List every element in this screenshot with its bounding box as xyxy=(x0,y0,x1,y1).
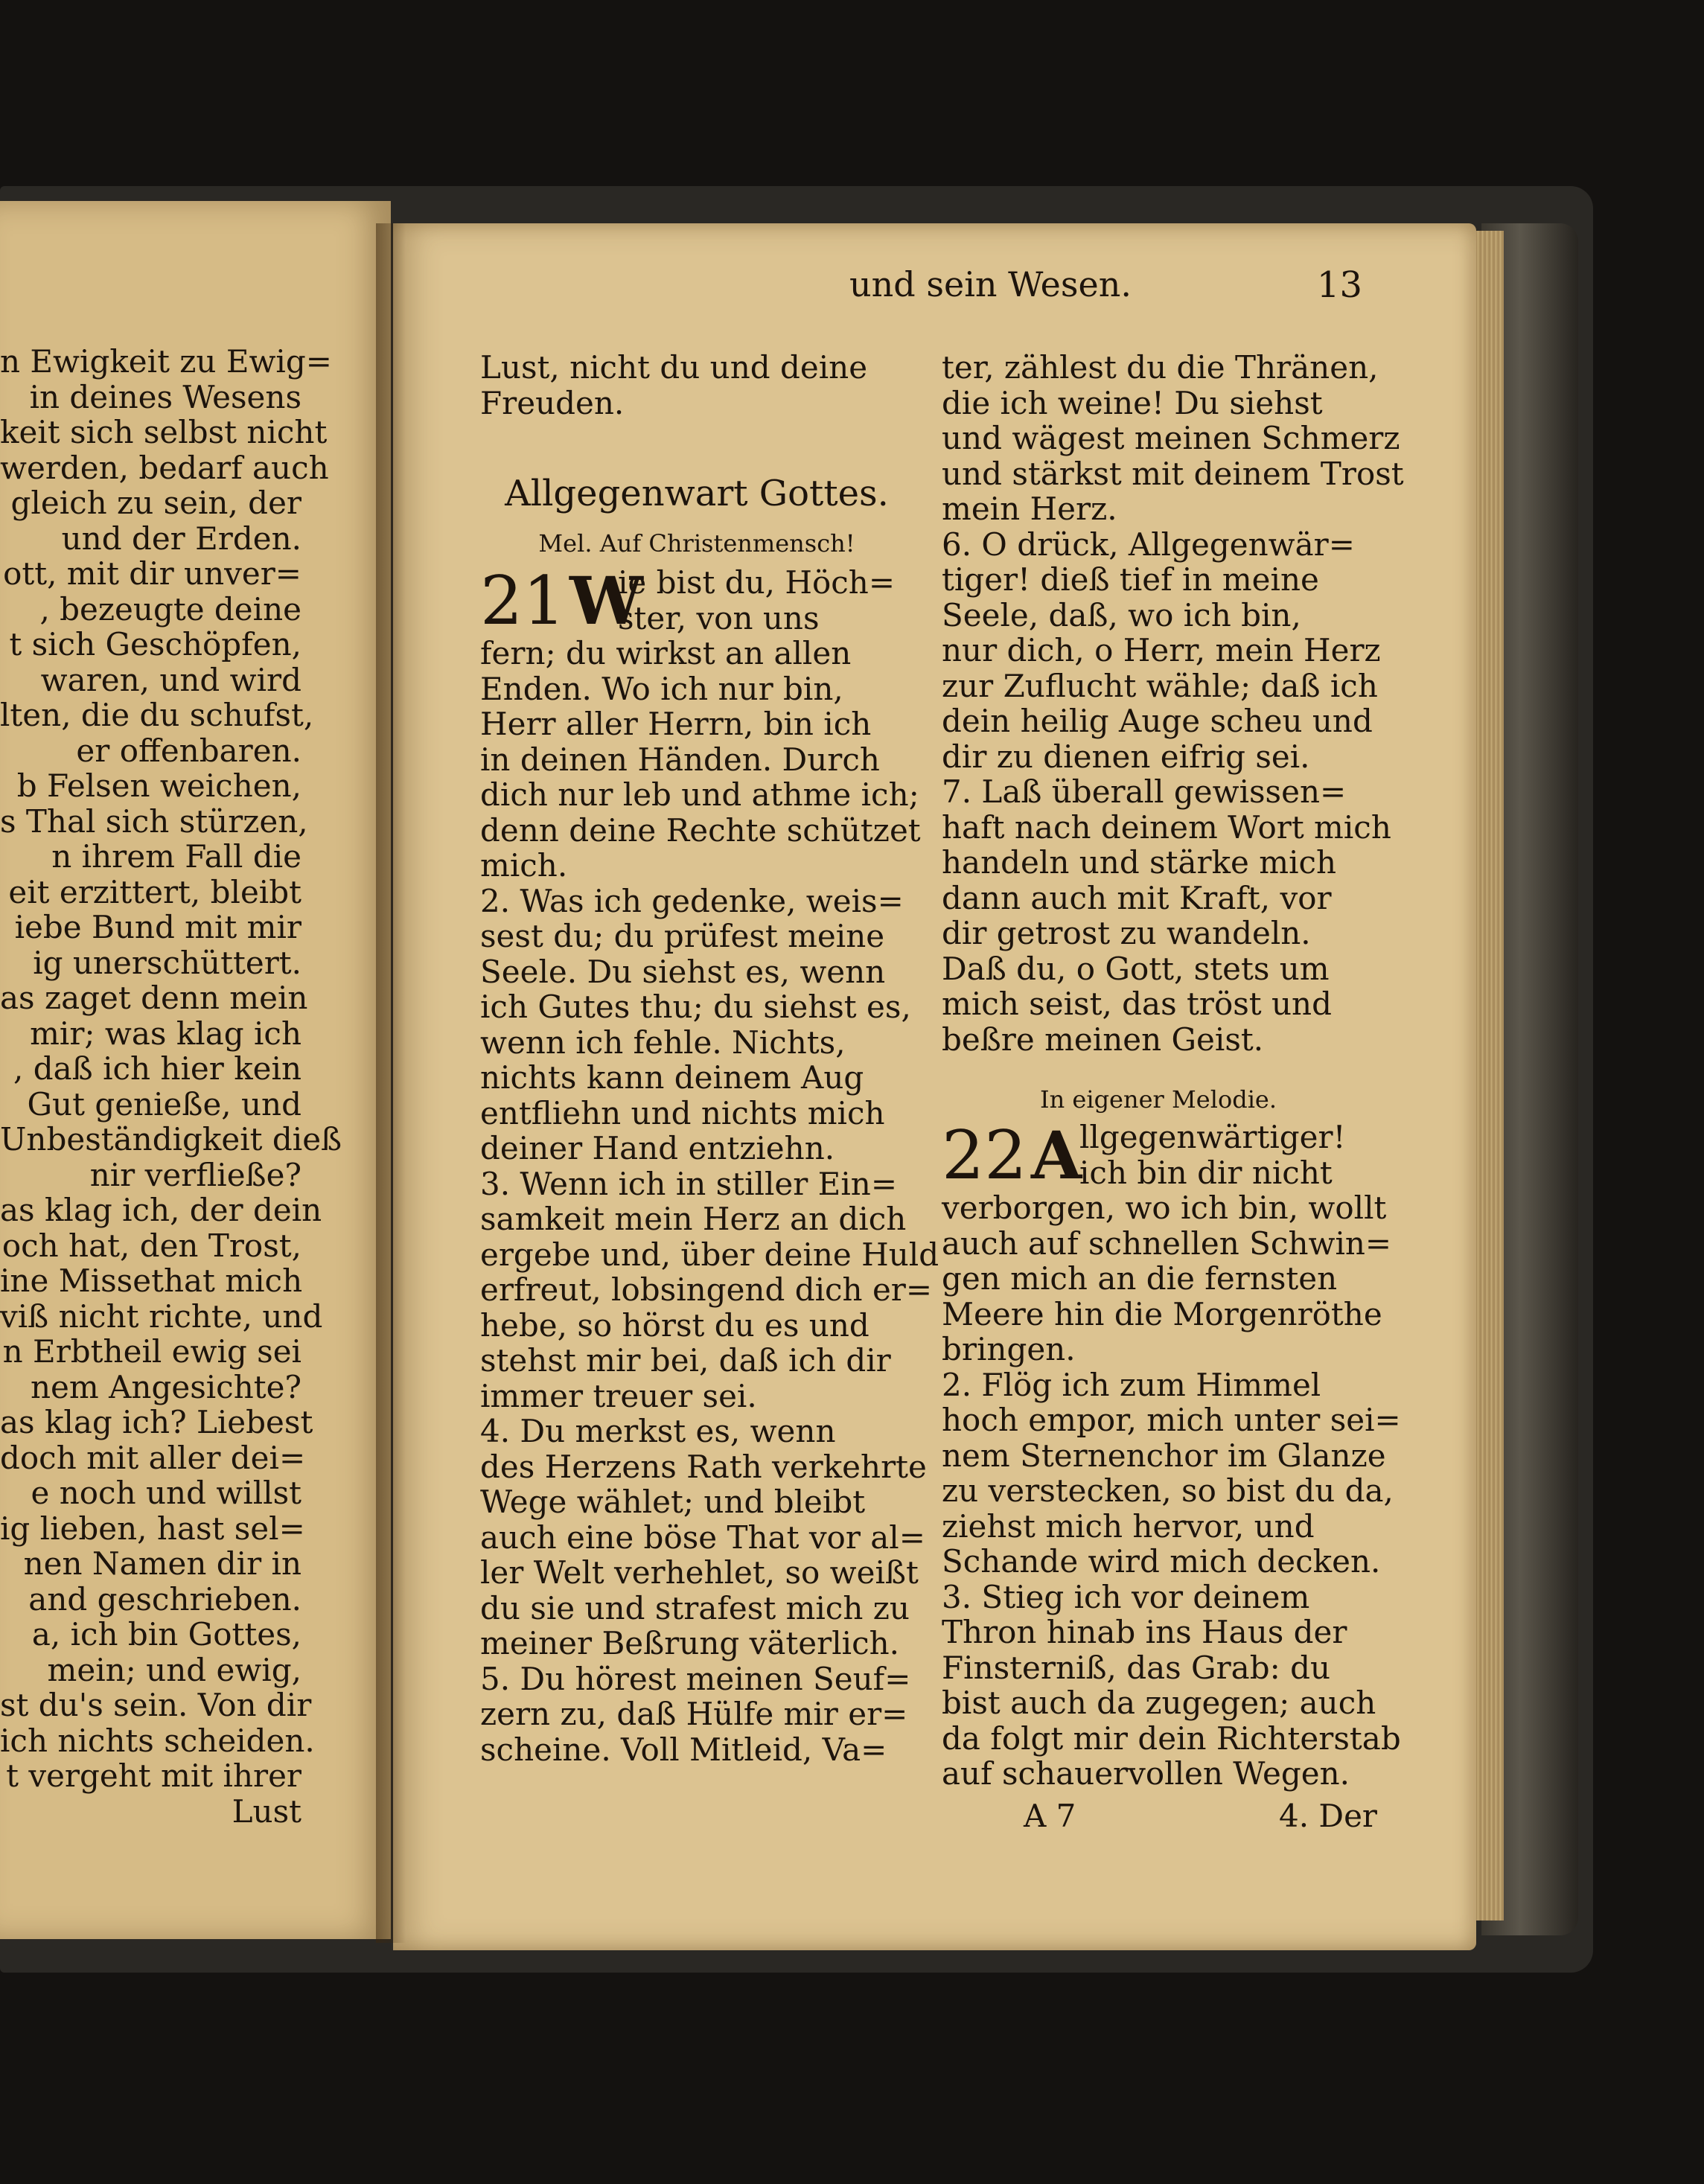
text-line: beßre meinen Geist. xyxy=(942,1021,1264,1058)
text-line: dir zu dienen eifrig sei. xyxy=(942,738,1310,775)
text-line: Herr aller Herrn, bin ich xyxy=(480,706,872,742)
text-line: hebe, so hörst du es und xyxy=(480,1306,869,1344)
text-line: die ich weine! Du siehst xyxy=(942,384,1323,421)
text-line: dann auch mit Kraft, vor xyxy=(942,879,1332,916)
text-line: da folgt mir dein Richterstab xyxy=(942,1720,1401,1757)
text-line: b Felsen weichen, xyxy=(16,767,301,804)
text-line: und der Erden. xyxy=(61,520,301,557)
text-line: nem Angesichte? xyxy=(30,1368,301,1405)
text-line: Daß du, o Gott, stets um xyxy=(942,950,1330,987)
text-line: in deines Wesens xyxy=(29,378,301,415)
text-line: n Erbtheil ewig sei xyxy=(2,1333,301,1370)
text-line: nichts kann deinem Aug xyxy=(480,1059,864,1096)
text-line: as zaget denn mein xyxy=(0,980,308,1016)
text-line: ott, mit dir unver= xyxy=(3,555,301,592)
text-line: ter, zählest du die Thränen, xyxy=(942,349,1379,386)
middle-column xyxy=(480,349,939,1768)
text-line: auf schauervollen Wegen. xyxy=(942,1755,1350,1792)
drop-initial: W xyxy=(569,562,643,639)
text-line: 2. Was ich gedenke, weis= xyxy=(480,882,904,919)
text-line: 6. O drück, Allgegenwär= xyxy=(942,526,1355,563)
text-line: t vergeht mit ihrer xyxy=(6,1757,301,1794)
text-line: werden, bedarf auch xyxy=(0,449,329,486)
text-line: scheine. Voll Mitleid, Va= xyxy=(480,1731,887,1768)
text-line: Freuden. xyxy=(480,384,625,421)
text-line: dich nur leb und athme ich; xyxy=(480,776,919,813)
text-line: nem Sternenchor im Glanze xyxy=(942,1437,1386,1474)
text-line: 4. Du merkst es, wenn xyxy=(480,1413,836,1449)
text-line: Enden. Wo ich nur bin, xyxy=(480,670,843,707)
text-line: as klag ich? Liebest xyxy=(0,1404,313,1440)
text-line: and geschrieben. xyxy=(28,1580,301,1618)
text-line: entfliehn und nichts mich xyxy=(480,1094,885,1131)
text-line: denn deine Rechte schützet xyxy=(480,811,921,849)
text-line: Unbeständigkeit dieß xyxy=(0,1121,342,1158)
text-line: ergebe und, über deine Huld xyxy=(480,1236,939,1273)
text-line: och hat, den Trost, xyxy=(1,1227,301,1264)
text-line: immer treuer sei. xyxy=(480,1377,757,1414)
text-line: Seele, daß, wo ich bin, xyxy=(942,596,1301,633)
text-line: ie bist du, Höch= xyxy=(618,564,896,601)
text-line: Gut genieße, und xyxy=(27,1085,301,1123)
text-line: ine Missethat mich xyxy=(0,1262,303,1299)
text-line: nir verfließe? xyxy=(89,1156,301,1193)
text-line: waren, und wird xyxy=(40,661,301,698)
text-line: a, ich bin Gottes, xyxy=(31,1616,301,1653)
page-number: 13 xyxy=(1316,264,1362,306)
text-line: doch mit aller dei= xyxy=(0,1439,306,1476)
text-line: auch eine böse That vor al= xyxy=(480,1519,925,1556)
text-line: iebe Bund mit mir xyxy=(14,909,301,945)
text-line: gleich zu sein, der xyxy=(10,485,301,521)
text-line: du sie und strafest mich zu xyxy=(480,1589,910,1626)
text-line: sest du; du prüfest meine xyxy=(480,918,885,954)
text-line: deiner Hand entziehn. xyxy=(480,1130,835,1166)
text-line: Lust xyxy=(232,1792,301,1830)
text-line: hoch empor, mich unter sei= xyxy=(942,1402,1401,1438)
text-line: stehst mir bei, daß ich dir xyxy=(480,1342,891,1379)
catchword: 4. Der xyxy=(1278,1798,1377,1834)
hymn-number: 22 xyxy=(942,1117,1027,1195)
signature-mark: A 7 xyxy=(1024,1798,1076,1834)
text-line: mir; was klag ich xyxy=(30,1015,301,1052)
text-line: ziehst mich hervor, und xyxy=(942,1507,1315,1545)
text-line: des Herzens Rath verkehrte xyxy=(480,1448,927,1485)
text-line: nen Namen dir in xyxy=(23,1545,301,1582)
text-line: Meere hin die Morgenröthe xyxy=(942,1295,1382,1332)
text-line: und stärkst mit deinem Trost xyxy=(942,455,1404,492)
section-title: Allgegenwart Gottes. xyxy=(505,473,889,514)
text-line: e noch und willst xyxy=(31,1475,301,1511)
text-line: keit sich selbst nicht xyxy=(0,414,328,450)
text-line: Lust, nicht du und deine xyxy=(480,349,868,386)
text-line: gen mich an die fernsten xyxy=(942,1260,1338,1297)
text-line: t sich Geschöpfen, xyxy=(9,626,301,662)
text-line: llgegenwärtiger! xyxy=(1079,1119,1346,1155)
text-line: mich seist, das tröst und xyxy=(942,986,1332,1022)
text-line: zu verstecken, so bist du da, xyxy=(942,1472,1394,1509)
left-page-text xyxy=(0,343,342,1830)
text-line: ich bin dir nicht xyxy=(1079,1154,1333,1191)
text-line: lten, die du schufst, xyxy=(0,697,314,733)
text-line: verborgen, wo ich bin, wollt xyxy=(942,1190,1387,1226)
text-line: bist auch da zugegen; auch xyxy=(942,1685,1376,1721)
text-line: ler Welt verhehlet, so weißt xyxy=(480,1554,919,1591)
text-line: dein heilig Auge scheu und xyxy=(942,703,1373,739)
text-line: handeln und stärke mich xyxy=(942,844,1337,881)
page-edges xyxy=(1474,231,1504,1920)
text-line: ich Gutes thu; du siehst es, xyxy=(480,989,911,1025)
text-line: viß nicht richte, und xyxy=(0,1297,323,1335)
text-line: haft nach deinem Wort mich xyxy=(942,808,1391,846)
text-line: er offenbaren. xyxy=(76,732,301,769)
text-line: und wägest meinen Schmerz xyxy=(942,420,1400,456)
text-line: Wege wählet; und bleibt xyxy=(480,1484,866,1520)
text-line: nur dich, o Herr, mein Herz xyxy=(942,632,1381,668)
text-line: n ihrem Fall die xyxy=(51,838,301,875)
text-line: tiger! dieß tief in meine xyxy=(942,561,1319,598)
running-head: und sein Wesen. xyxy=(849,264,1132,304)
melody-line: In eigener Melodie. xyxy=(1039,1085,1277,1114)
text-line: dir getrost zu wandeln. xyxy=(942,915,1311,951)
text-line: 5. Du hörest meinen Seuf= xyxy=(480,1660,911,1697)
text-line: n Ewigkeit zu Ewig= xyxy=(0,343,332,380)
text-line: ster, von uns xyxy=(618,599,820,636)
text-line: 3. Wenn ich in stiller Ein= xyxy=(480,1165,898,1202)
text-line: , bezeugte deine xyxy=(39,590,301,628)
text-line: auch auf schnellen Schwin= xyxy=(942,1224,1392,1262)
text-line: bringen. xyxy=(942,1331,1076,1367)
text-line: Seele. Du siehst es, wenn xyxy=(480,953,886,990)
text-line: zur Zuflucht wähle; daß ich xyxy=(942,667,1378,704)
drop-initial: A xyxy=(1031,1117,1082,1194)
text-line: mich. xyxy=(480,847,568,884)
text-line: 2. Flög ich zum Himmel xyxy=(942,1366,1321,1403)
text-line: st du's sein. Von dir xyxy=(0,1687,312,1723)
text-line: ig lieben, hast sel= xyxy=(0,1510,305,1547)
hymn-21-start xyxy=(480,562,913,640)
text-line: Thron hinab ins Haus der xyxy=(942,1614,1347,1650)
text-line: ig unerschüttert. xyxy=(33,944,301,981)
text-line: erfreut, lobsingend dich er= xyxy=(480,1271,933,1308)
text-line: samkeit mein Herz an dich xyxy=(480,1201,907,1237)
text-line: 7. Laß überall gewissen= xyxy=(942,773,1347,810)
text-line: mein; und ewig, xyxy=(47,1651,301,1688)
melody-line: Mel. Auf Christenmensch! xyxy=(538,529,855,558)
text-line: wenn ich fehle. Nichts, xyxy=(480,1024,846,1061)
text-line: 3. Stieg ich vor deinem xyxy=(942,1578,1310,1615)
text-line: Schande wird mich decken. xyxy=(942,1543,1381,1580)
text-line: fern; du wirkst an allen xyxy=(480,635,852,671)
hymn-22-start xyxy=(942,1117,1375,1195)
text-line: meiner Beßrung väterlich. xyxy=(480,1625,900,1661)
hymn-number: 21 xyxy=(480,562,566,640)
text-line: zern zu, daß Hülfe mir er= xyxy=(480,1696,908,1732)
book-gutter xyxy=(376,223,406,1943)
text-line: , daß ich hier kein xyxy=(13,1050,301,1087)
text-line: in deinen Händen. Durch xyxy=(480,741,880,778)
text-line: Finsterniß, das Grab: du xyxy=(942,1649,1331,1686)
right-column xyxy=(942,349,1404,1792)
text-line: s Thal sich stürzen, xyxy=(0,802,308,840)
text-line: as klag ich, der dein xyxy=(0,1192,322,1228)
text-line: ich nichts scheiden. xyxy=(0,1722,315,1759)
text-line: eit erzittert, bleibt xyxy=(8,873,301,910)
text-line: mein Herz. xyxy=(942,491,1117,527)
